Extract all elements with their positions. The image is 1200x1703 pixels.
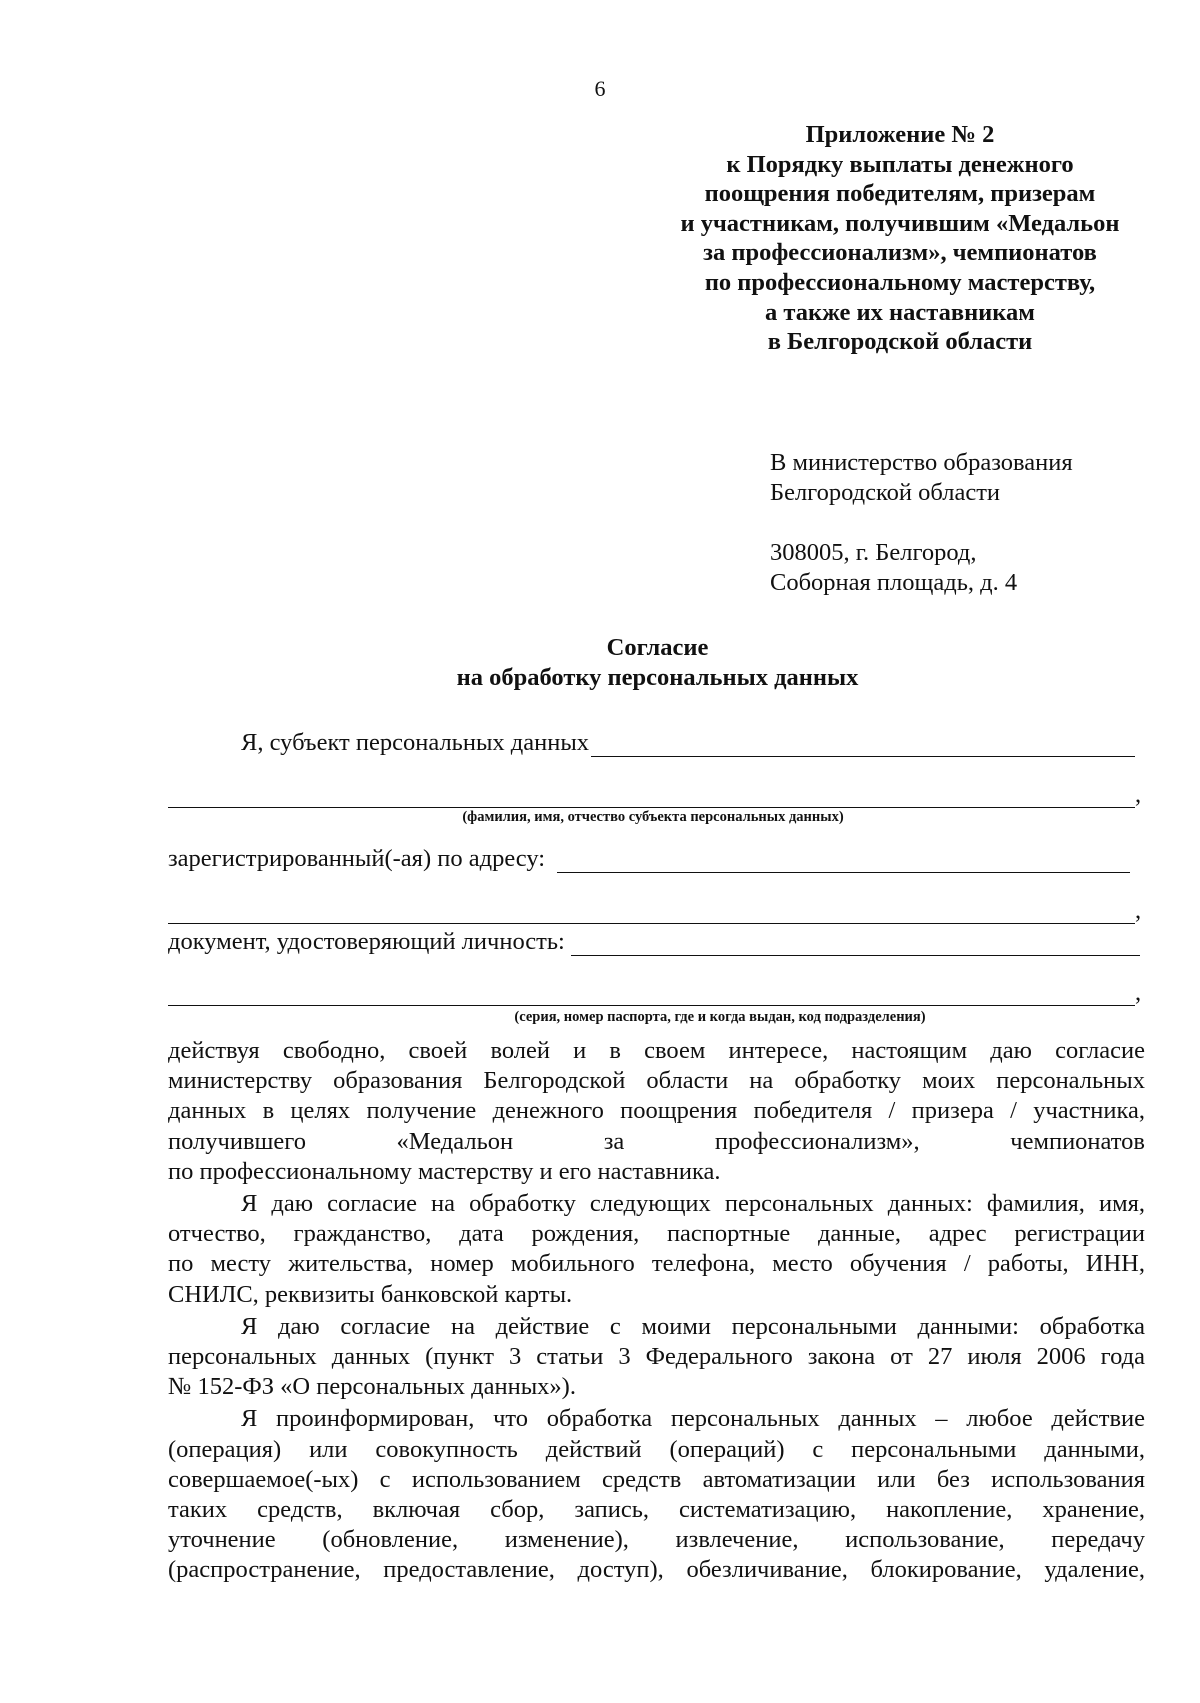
paragraph-3 xyxy=(168,1312,1145,1403)
text-line: (операция) или совокупность действий (операций) с персональными данными, xyxy=(168,1435,1145,1463)
appendix-line: в Белгородской области xyxy=(767,328,1033,356)
addressee-block xyxy=(770,448,1073,598)
text-line: министерству образования Белгородской области на обработку моих персональных xyxy=(168,1067,1145,1095)
page-number: 6 xyxy=(594,76,606,101)
appendix-line: поощрения победителям, призерам xyxy=(704,180,1096,208)
appendix-line: по профессиональному мастерству, xyxy=(704,268,1096,296)
text-line: № 152-ФЗ «О персональных данных»). xyxy=(168,1373,576,1401)
text-line: персональных данных (пункт 3 статьи 3 Федерального закона от 27 июля 2006 года xyxy=(168,1343,1145,1371)
text-line: (распространение, предоставление, доступ), обезличивание, блокирование, удаление, xyxy=(168,1556,1145,1584)
document-field xyxy=(168,928,1140,956)
text-line: СНИЛС, реквизиты банковской карты. xyxy=(168,1280,573,1308)
address-input-line-2[interactable] xyxy=(168,901,1135,924)
document-continuation xyxy=(168,980,1145,1006)
text-line: по профессиональному мастерству и его наставника. xyxy=(168,1157,721,1185)
addressee-line: Соборная площадь, д. 4 xyxy=(770,569,1018,596)
address-label: зарегистрированный(-ая) по адресу: xyxy=(168,845,546,872)
appendix-line: Приложение № 2 xyxy=(805,121,995,148)
title-line: на обработку персональных данных xyxy=(456,664,859,691)
appendix-line: и участникам, получившим «Медальон xyxy=(680,209,1120,237)
appendix-line: за профессионализм», чемпионатов xyxy=(703,239,1097,267)
text-line: Я проинформирован, что обработка персональных данных – любое действие xyxy=(241,1405,1145,1433)
document-title xyxy=(0,633,1200,693)
consent-body xyxy=(168,1036,1145,1586)
subject-input-line[interactable] xyxy=(591,734,1135,757)
title-line: Согласие xyxy=(606,634,709,661)
comma: , xyxy=(1135,897,1142,924)
text-line: Я даю согласие на действие с моими персональными данными: обработка xyxy=(241,1312,1145,1340)
appendix-header xyxy=(600,120,1200,357)
document-input-line-2[interactable] xyxy=(168,983,1135,1006)
text-line: данных в целях получение денежного поощрения победителя / призера / участника, xyxy=(168,1097,1145,1125)
text-line: отчество, гражданство, дата рождения, паспортные данные, адрес регистрации xyxy=(168,1220,1145,1248)
addressee-line: В министерство образования xyxy=(770,449,1073,476)
document-hint: (серия, номер паспорта, где и когда выдан, код подразделения) xyxy=(514,1009,926,1025)
text-line: уточнение (обновление, изменение), извлечение, использование, передачу xyxy=(168,1526,1145,1554)
document-label: документ, удостоверяющий личность: xyxy=(168,928,565,955)
subject-continuation xyxy=(168,782,1145,808)
paragraph-4 xyxy=(168,1404,1145,1585)
name-hint: (фамилия, имя, отчество субъекта персональных данных) xyxy=(462,809,844,825)
text-line: действуя свободно, своей волей и в своем интересе, настоящим даю согласие xyxy=(168,1037,1145,1064)
appendix-line: а также их наставникам xyxy=(765,298,1035,326)
address-continuation xyxy=(168,898,1145,924)
text-line: Я даю согласие на обработку следующих персональных данных: фамилия, имя, xyxy=(241,1190,1145,1218)
address-input-line[interactable] xyxy=(557,850,1130,873)
addressee-line: Белгородской области xyxy=(770,479,1001,506)
subject-label: Я, субъект персональных данных xyxy=(241,729,590,756)
text-line: получившего «Медальон за профессионализм», чемпионатов xyxy=(168,1127,1145,1155)
comma: , xyxy=(1135,979,1142,1006)
paragraph-1 xyxy=(168,1036,1145,1187)
paragraph-2 xyxy=(168,1189,1145,1310)
text-line: по месту жительства, номер мобильного телефона, место обучения / работы, ИНН, xyxy=(168,1250,1145,1278)
addressee-line: 308005, г. Белгород, xyxy=(770,539,977,566)
text-line: совершаемое(-ых) с использованием средств автоматизации или без использования xyxy=(168,1465,1145,1493)
comma: , xyxy=(1135,781,1142,808)
subject-input-line-2[interactable] xyxy=(168,785,1135,808)
document-input-line[interactable] xyxy=(571,933,1140,956)
appendix-line: к Порядку выплаты денежного xyxy=(726,150,1074,178)
address-field xyxy=(168,845,1130,873)
subject-field xyxy=(241,729,1135,757)
text-line: таких средств, включая сбор, запись, систематизацию, накопление, хранение, xyxy=(168,1496,1145,1524)
